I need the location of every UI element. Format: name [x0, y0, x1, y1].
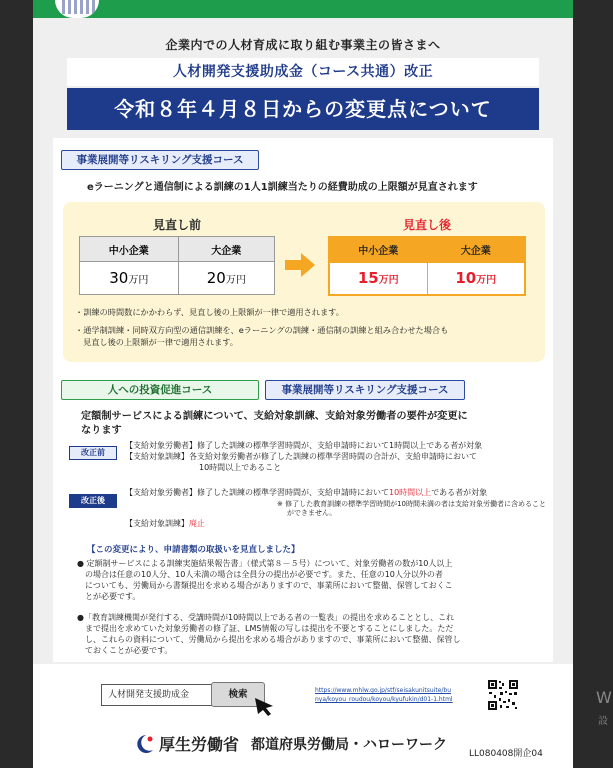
after-value-large: 10万円 [427, 262, 525, 295]
before-col-large: 大企業 [178, 237, 274, 262]
cursor-icon [253, 696, 277, 716]
side-text-w: W [596, 688, 612, 707]
mhlw-logo-icon [133, 733, 157, 755]
subsidy-name: 人材開発支援助成金（コース共通）改正 [67, 58, 539, 86]
ministry-subtitle: 都道府県労働局・ハローワーク [251, 737, 447, 753]
before-revision-pill: 改正前 [69, 446, 117, 460]
before-heading: 見直し前 [152, 218, 201, 232]
arrow-right-icon [285, 253, 315, 277]
audience-label: 企業内での人材育成に取り組む事業主の皆さまへ [165, 38, 441, 52]
before-value-sme: 30万円 [80, 262, 179, 295]
document-code: LL080408開企04 [469, 749, 543, 759]
paragraph-report: ● 定額制サービスによる訓練実施結果報告書」（様式第８－５号）について、対象労働者の数が10人以上 の場合は任意の10人分、10人未満の場合は全員分の提出が必要です。また、任意の10人分以外の者 についても、労働局から書類提出を求める場合がありますので、事業所において整備、保管しておくこ とが必要です。 [77, 559, 453, 601]
qr-code-icon [487, 679, 519, 711]
after-note-2: ができません。 [287, 509, 337, 517]
course-tag-investment: 人への投資促進コース [61, 380, 259, 400]
note-1: ・訓練の時間数にかかわらず、見直し後の上限額が一律で適用されます。 [75, 307, 344, 317]
change-heading: 【この変更により、申請書類の取扱いを見直しました】 [87, 545, 300, 555]
after-line-1: 【支給対象労働者】修了した訓練の標準学習時間が、支給申請時において10時間以上である者が対象 [125, 488, 488, 497]
before-table [79, 236, 275, 295]
note-2a: ・通学制訓練・同時双方向型の通信訓練を、eラーニングの訓練・通信制の訓練と組み合わせた場合も [75, 325, 449, 335]
after-revision-pill: 改正後 [69, 494, 117, 508]
before-line-3: 10時間以上であること [199, 463, 282, 472]
note-2b: 見直し後の上限額が一律で適用されます。 [83, 337, 238, 347]
section1-lead: eラーニングと通信制による訓練の1人1訓練当たりの経費助成の上限額が見直されます [87, 182, 478, 193]
ministry-name: 厚生労働省 [159, 735, 240, 754]
page-title: 令和８年４月８日からの変更点について [67, 88, 539, 130]
before-col-sme: 中小企業 [80, 237, 179, 262]
before-value-large: 20万円 [178, 262, 274, 295]
after-line-2: 【支給対象訓練】廃止 [125, 519, 205, 528]
side-text-settings: 設 [598, 716, 608, 727]
url-panel [301, 676, 531, 714]
before-line-2: 【支給対象訓練】各支給対象労働者が修了した訓練の標準学習時間の合計が、支給申請時において [125, 452, 477, 461]
top-green-band [33, 0, 573, 18]
section2-lead: 定額制サービスによる訓練について、支給対象訓練、支給対象労働者の要件が変更に なります [81, 411, 468, 436]
mhlw-link[interactable]: https://www.mhlw.go.jp/stf/seisakunitsuite/bu nya/koyou_roudou/koyou/kyufukin/d01-1.html [315, 687, 453, 703]
flyer-page [33, 0, 573, 768]
paragraph-list: ●「教育訓練機関が発行する、受講時間が10時間以上である者の一覧表」の提出を求めることとし、これ まで提出を求めていた対象労働者の修了証、LMS情報の写しは提出を不要とすることにしました。ただ し、これらの資料について、労働局から提出を求める場合がありますので、事業所において整備、保管し ておくことが必要です。 [77, 613, 461, 655]
after-heading: 見直し後 [402, 218, 451, 232]
before-line-1: 【支給対象労働者】修了した訓練の標準学習時間が、支給申請時において1時間以上である者が対象 [125, 441, 483, 450]
after-note-1: ※ 修了した教育訓練の標準学習時間が10時間未満の者は支給対象労働者に含めること [277, 500, 546, 508]
course-tag-reskilling-2: 事業展開等リスキリング支援コース [265, 380, 465, 400]
after-col-sme: 中小企業 [329, 237, 427, 262]
after-value-sme: 15万円 [329, 262, 427, 295]
course-tag-reskilling: 事業展開等リスキリング支援コース [61, 150, 259, 170]
after-table [328, 236, 526, 296]
search-button[interactable]: 検索 [211, 682, 265, 707]
after-col-large: 大企業 [427, 237, 525, 262]
search-field[interactable]: 人材開発支援助成金 [101, 684, 213, 706]
